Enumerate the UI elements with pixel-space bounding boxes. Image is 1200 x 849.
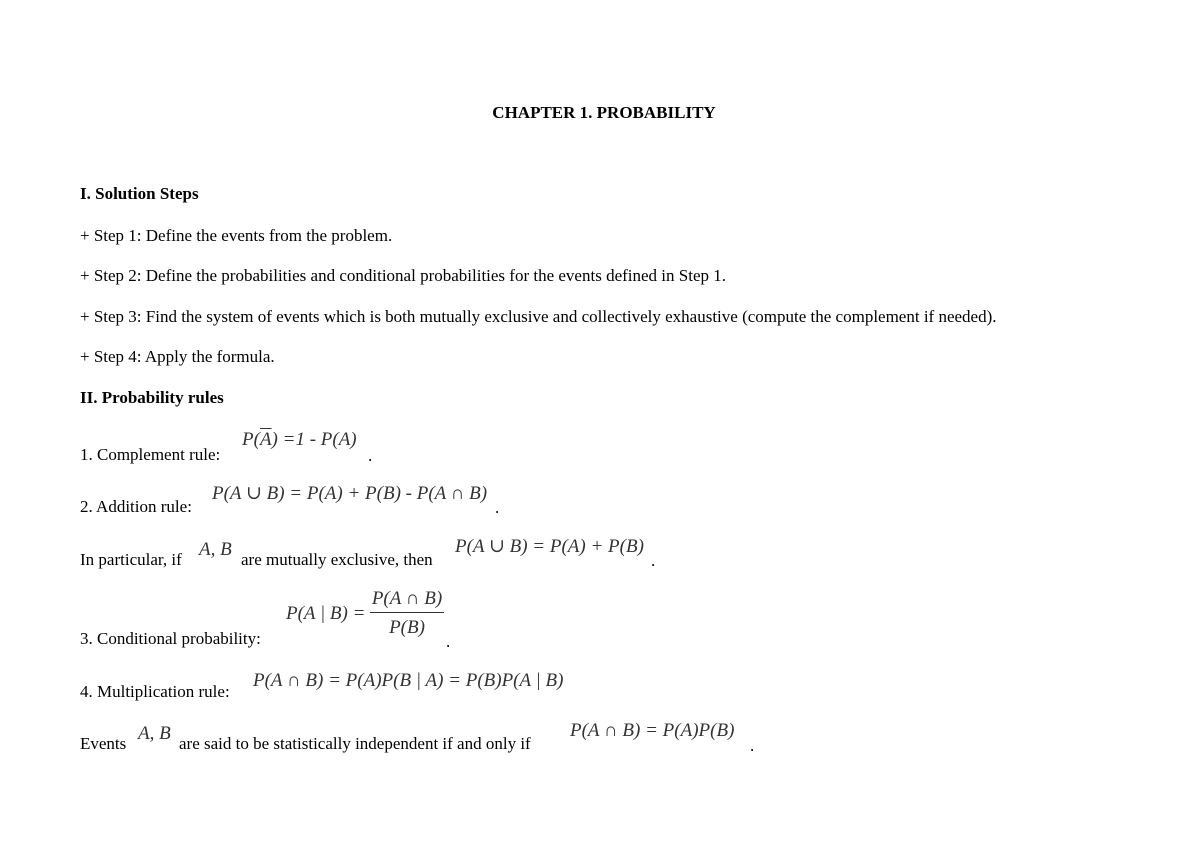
step-2: + Step 2: Define the probabilities and conditional probabilities for the events defined in Step 1. [80,266,726,285]
addition-period: . [495,498,500,517]
particular-events: A, B [199,539,232,560]
conditional-lhs: P(A | B) = [286,603,366,624]
complement-period: . [368,446,373,465]
independence-period: . [750,736,755,755]
section-heading-solution-steps: I. Solution Steps [80,184,199,203]
chapter-title: CHAPTER 1. PROBABILITY [492,103,716,122]
independence-formula: P(A ∩ B) = P(A)P(B) [570,720,735,741]
independence-events: A, B [138,723,171,744]
multiplication-rule-label: 4. Multiplication rule: [80,682,230,701]
step-1: + Step 1: Define the events from the problem. [80,226,393,245]
step-3: + Step 3: Find the system of events which is both mutually exclusive and collectively exhaustive (compute the complement if needed). [80,307,997,326]
addition-rule-label: 2. Addition rule: [80,497,192,516]
complement-rule-label: 1. Complement rule: [80,445,221,464]
complement-formula-bar: $\overline{A}$ [259,429,272,450]
particular-formula: P(A ∪ B) = P(A) + P(B) [455,536,644,557]
particular-prefix: In particular, if [80,550,182,569]
step-4: + Step 4: Apply the formula. [80,347,275,366]
conditional-numerator: P(A ∩ B) [371,588,443,609]
conditional-period: . [446,632,451,651]
complement-rule-formula [242,430,357,449]
conditional-probability-label: 3. Conditional probability: [80,629,261,648]
conditional-fraction [368,589,446,637]
independence-middle: are said to be statistically independent if and only if [179,734,531,753]
particular-middle: are mutually exclusive, then [241,550,433,569]
multiplication-rule-formula: P(A ∩ B) = P(A)P(B | A) = P(B)P(A | B) [253,670,564,691]
independence-prefix: Events [80,734,127,753]
section-heading-probability-rules: II. Probability rules [80,388,224,407]
complement-formula-rhs: ) =1 - P(A) [271,429,357,450]
conditional-denominator: P(B) [389,617,425,638]
complement-formula-lhs: P( [242,429,260,450]
particular-period: . [651,551,656,570]
addition-rule-formula: P(A ∪ B) = P(A) + P(B) - P(A ∩ B) [212,483,488,504]
